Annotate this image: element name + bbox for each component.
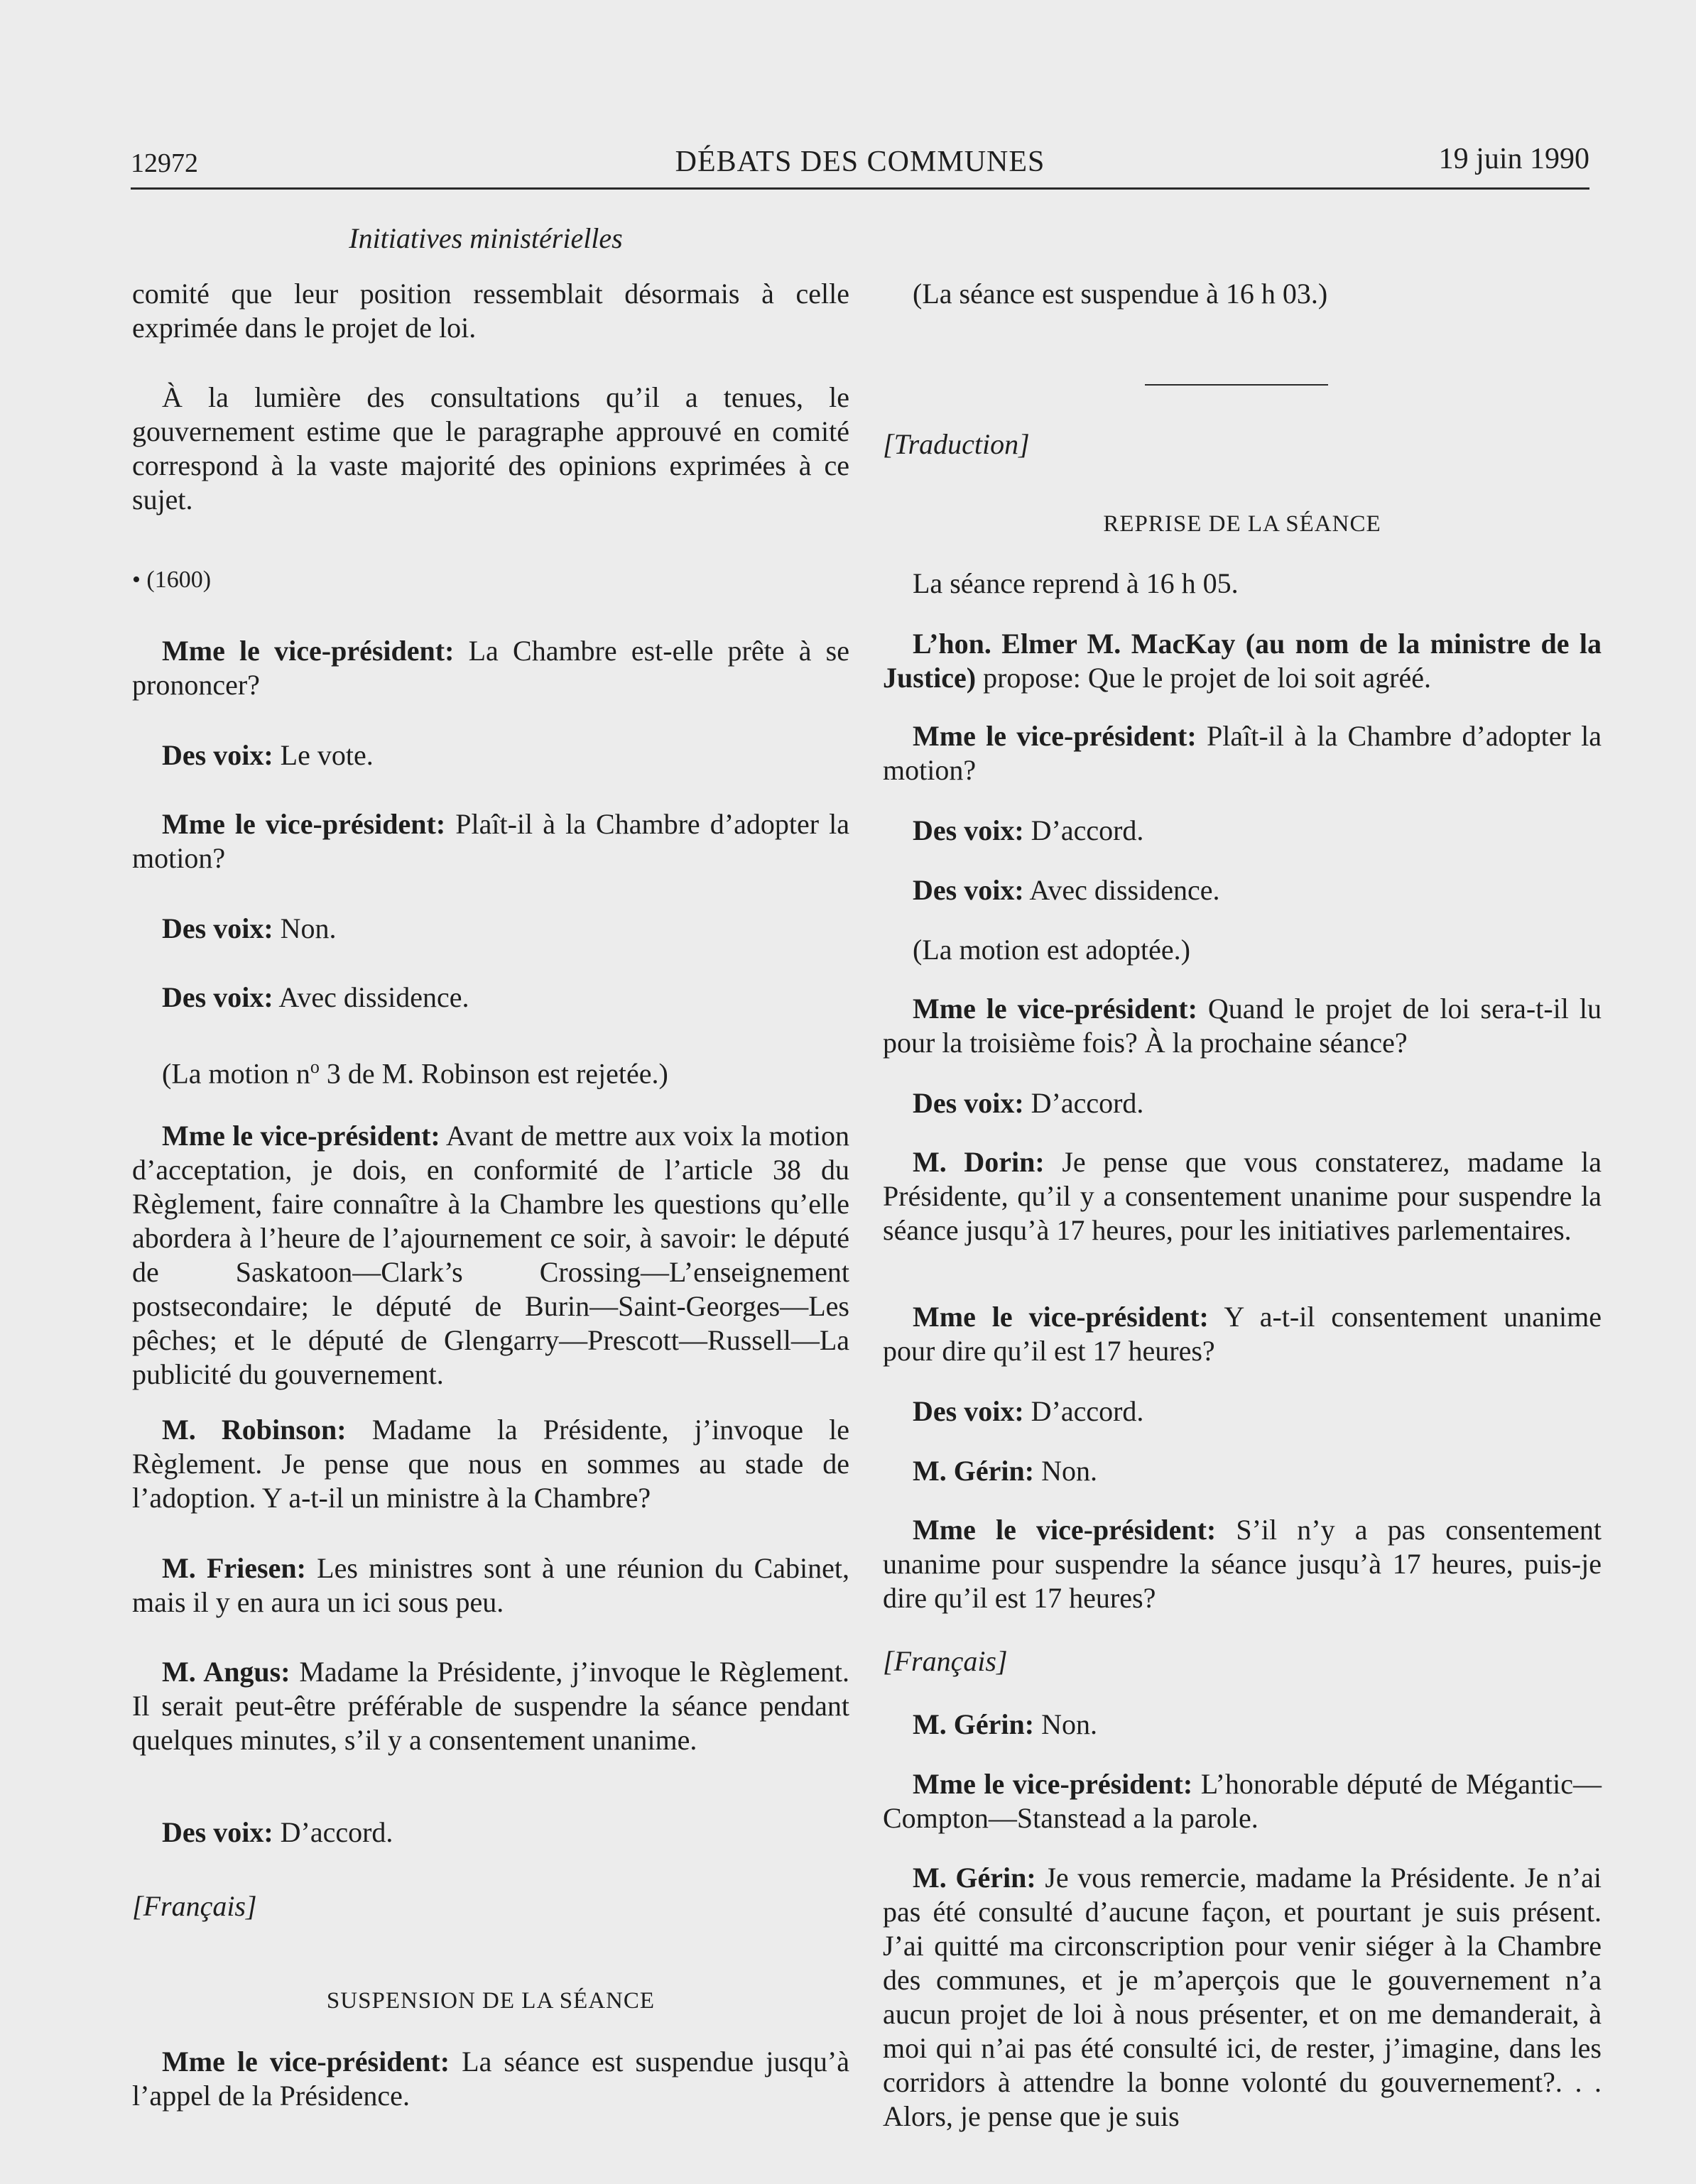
speaker-name: Mme le vice-président: [913, 1768, 1193, 1800]
speech-text: Le vote. [273, 739, 374, 771]
speaker-name: M. Robinson: [162, 1414, 347, 1446]
procedural-note: (La séance est suspendue à 16 h 03.) [913, 278, 1328, 310]
speech-text: Non. [1034, 1455, 1097, 1487]
speech [132, 1413, 849, 1515]
speaker-name: Mme le vice-président: [162, 635, 455, 667]
speaker-name: M. Angus: [162, 1656, 290, 1688]
speaker-name: Des voix: [162, 981, 273, 1013]
speech [883, 1086, 1602, 1120]
speaker-name: Mme le vice-président: [913, 993, 1197, 1025]
speaker-name: Des voix: [913, 1087, 1024, 1119]
speaker-name: Mme le vice-président: [913, 1301, 1209, 1333]
section-title: Initiatives ministérielles [349, 222, 623, 254]
speech [883, 1767, 1602, 1835]
page-number: 12972 [131, 148, 198, 178]
speech [132, 738, 849, 772]
speech-text: La Chambre est-elle prête à se prononcer? [132, 635, 849, 701]
paragraph-text: À la lumière des consultations qu’il a tenues, le gouvernement estime que le paragraphe approuvé en comité correspond à la vaste majorité des opinions exprimées à ce sujet. [132, 381, 849, 515]
speaker-name: Mme le vice-président: [913, 720, 1197, 752]
speech [132, 1551, 849, 1620]
speaker-name: L’hon. Elmer M. MacKay (au nom de la ministre de la Justice) [883, 628, 1602, 694]
speech [883, 1861, 1602, 2134]
speech-text: D’accord. [1023, 814, 1144, 846]
speech [883, 719, 1602, 787]
speaker-name: Mme le vice-président: [162, 2046, 450, 2077]
speech [132, 981, 849, 1015]
speech [883, 1454, 1602, 1488]
speech [132, 807, 849, 875]
speech-text: S’il n’y a pas consentement unanime pour suspendre la séance jusqu’à 17 heures, puis-je dire qu’il est 17 heures? [883, 1514, 1602, 1614]
speech-text: D’accord. [1023, 1087, 1144, 1119]
speaker-name: M. Dorin: [913, 1146, 1045, 1178]
speech [883, 992, 1602, 1060]
note-text: (La motion n [162, 1057, 310, 1090]
paragraph [132, 277, 849, 345]
procedural-note: (La motion est adoptée.) [913, 934, 1190, 966]
speech-text: Y a-t-il consentement unanime pour dire qu’il est 17 heures? [883, 1301, 1602, 1367]
speaker-name: Mme le vice-président: [162, 808, 446, 840]
publication-title: DÉBATS DES COMMUNES [675, 146, 1045, 178]
procedural-note: La séance reprend à 16 h 05. [913, 567, 1239, 599]
time-marker: • (1600) [132, 567, 212, 593]
paragraph [132, 381, 849, 517]
publication-date: 19 juin 1990 [1438, 143, 1589, 175]
paragraph-text: comité que leur position ressemblait désormais à celle exprimée dans le projet de loi. [132, 278, 849, 344]
speech-text: D’accord. [1023, 1395, 1144, 1427]
speaker-name: Des voix: [162, 912, 273, 944]
speech-text: propose: Que le projet de loi soit agréé. [976, 662, 1431, 694]
subheading: SUSPENSION DE LA SÉANCE [326, 1988, 656, 2014]
speech [132, 912, 849, 946]
speech [883, 1513, 1602, 1615]
speaker-name: Mme le vice-président: [162, 1120, 440, 1152]
speaker-name: M. Friesen: [162, 1552, 306, 1584]
speech [132, 1119, 849, 1392]
speech [132, 1816, 849, 1850]
speech-text: Quand le projet de loi sera-t-il lu pour la troisième fois? À la prochaine séance? [883, 993, 1602, 1059]
language-note: [Français] [883, 1645, 1008, 1677]
subheading: REPRISE DE LA SÉANCE [1103, 511, 1381, 537]
speech [132, 2045, 849, 2113]
speaker-name: Des voix: [913, 814, 1024, 846]
speaker-name: Des voix: [162, 739, 273, 771]
header-rule [131, 187, 1589, 190]
speech [132, 1655, 849, 1757]
speech [883, 873, 1602, 907]
procedural-note [132, 1050, 849, 1091]
section-divider [1145, 384, 1328, 386]
speaker-name: Des voix: [162, 1816, 273, 1848]
language-note: [Traduction] [883, 428, 1030, 460]
speech [883, 1300, 1602, 1368]
speech [132, 634, 849, 702]
note-text: 3 de M. Robinson est rejetée.) [319, 1057, 668, 1090]
speaker-name: Des voix: [913, 1395, 1024, 1427]
superscript: o [310, 1056, 320, 1077]
speaker-name: Mme le vice-président: [913, 1514, 1217, 1546]
speech [883, 1145, 1602, 1247]
speech-text: Plaît-il à la Chambre d’adopter la motion? [883, 720, 1602, 786]
speech-text: Madame la Présidente, j’invoque le Règlement. Je pense que nous en sommes au stade de l’adoption. Y a-t-il un ministre à la Chambre? [132, 1414, 849, 1514]
speech-text: Les ministres sont à une réunion du Cabinet, mais il y en aura un ici sous peu. [132, 1552, 850, 1618]
speech-text: D’accord. [273, 1816, 393, 1848]
speech-text: L’honorable député de Mégantic—Compton—Stanstead a la parole. [883, 1768, 1602, 1834]
speech-text: Avant de mettre aux voix la motion d’acceptation, je dois, en conformité de l’article 38 du Règlement, faire connaître à la Chambre les questions qu’elle abordera à l’heure de l’ajournement ce soir, à savoir: le député de Saskatoon—Clark’s Crossing—L’enseignement postsecondaire; le député de Burin—Saint-Georges—Les pêches; et le député de Glengarry—Prescott—Russell—La publicité du gouvernement. [132, 1120, 849, 1390]
speech [883, 814, 1602, 848]
speaker-name: Des voix: [913, 874, 1024, 906]
speech [883, 1394, 1602, 1429]
speech-text: Madame la Présidente, j’invoque le Règlement. Il serait peut-être préférable de suspendre la séance pendant quelques minutes, s’il y a consentement unanime. [132, 1656, 849, 1756]
speech-text: Non. [1034, 1708, 1097, 1740]
speaker-name: M. Gérin: [913, 1455, 1035, 1487]
speech-text: Je vous remercie, madame la Présidente. Je n’ai pas été consulté d’aucune façon, et pourtant je suis présent. J’ai quitté ma circonscription pour venir siéger à la Chambre des communes, et je m’aperçois que le gouvernement n’a aucun projet de loi à nous présenter, et on me demanderait, à moi qui n’ai pas été consulté ici, de rester, j’imagine, dans les corridors à attendre la bonne volonté du gouvernement?. . . Alors, je pense que je suis [883, 1862, 1602, 2132]
speech-text: Non. [273, 912, 337, 944]
speech-text: Avec dissidence. [273, 981, 469, 1013]
speech-text: La séance est suspendue jusqu’à l’appel de la Présidence. [132, 2046, 849, 2112]
speaker-name: M. Gérin: [913, 1862, 1036, 1894]
speech-text: Plaît-il à la Chambre d’adopter la motion? [132, 808, 849, 874]
speaker-name: M. Gérin: [913, 1708, 1035, 1740]
speech [883, 1708, 1602, 1742]
speech [883, 627, 1602, 695]
page-header [131, 139, 1589, 189]
speech-text: Je pense que vous constaterez, madame la Présidente, qu’il y a consentement unanime pour suspendre la séance jusqu’à 17 heures, pour les initiatives parlementaires. [883, 1146, 1602, 1246]
speech-text: Avec dissidence. [1023, 874, 1220, 906]
language-note: [Français] [132, 1890, 257, 1922]
